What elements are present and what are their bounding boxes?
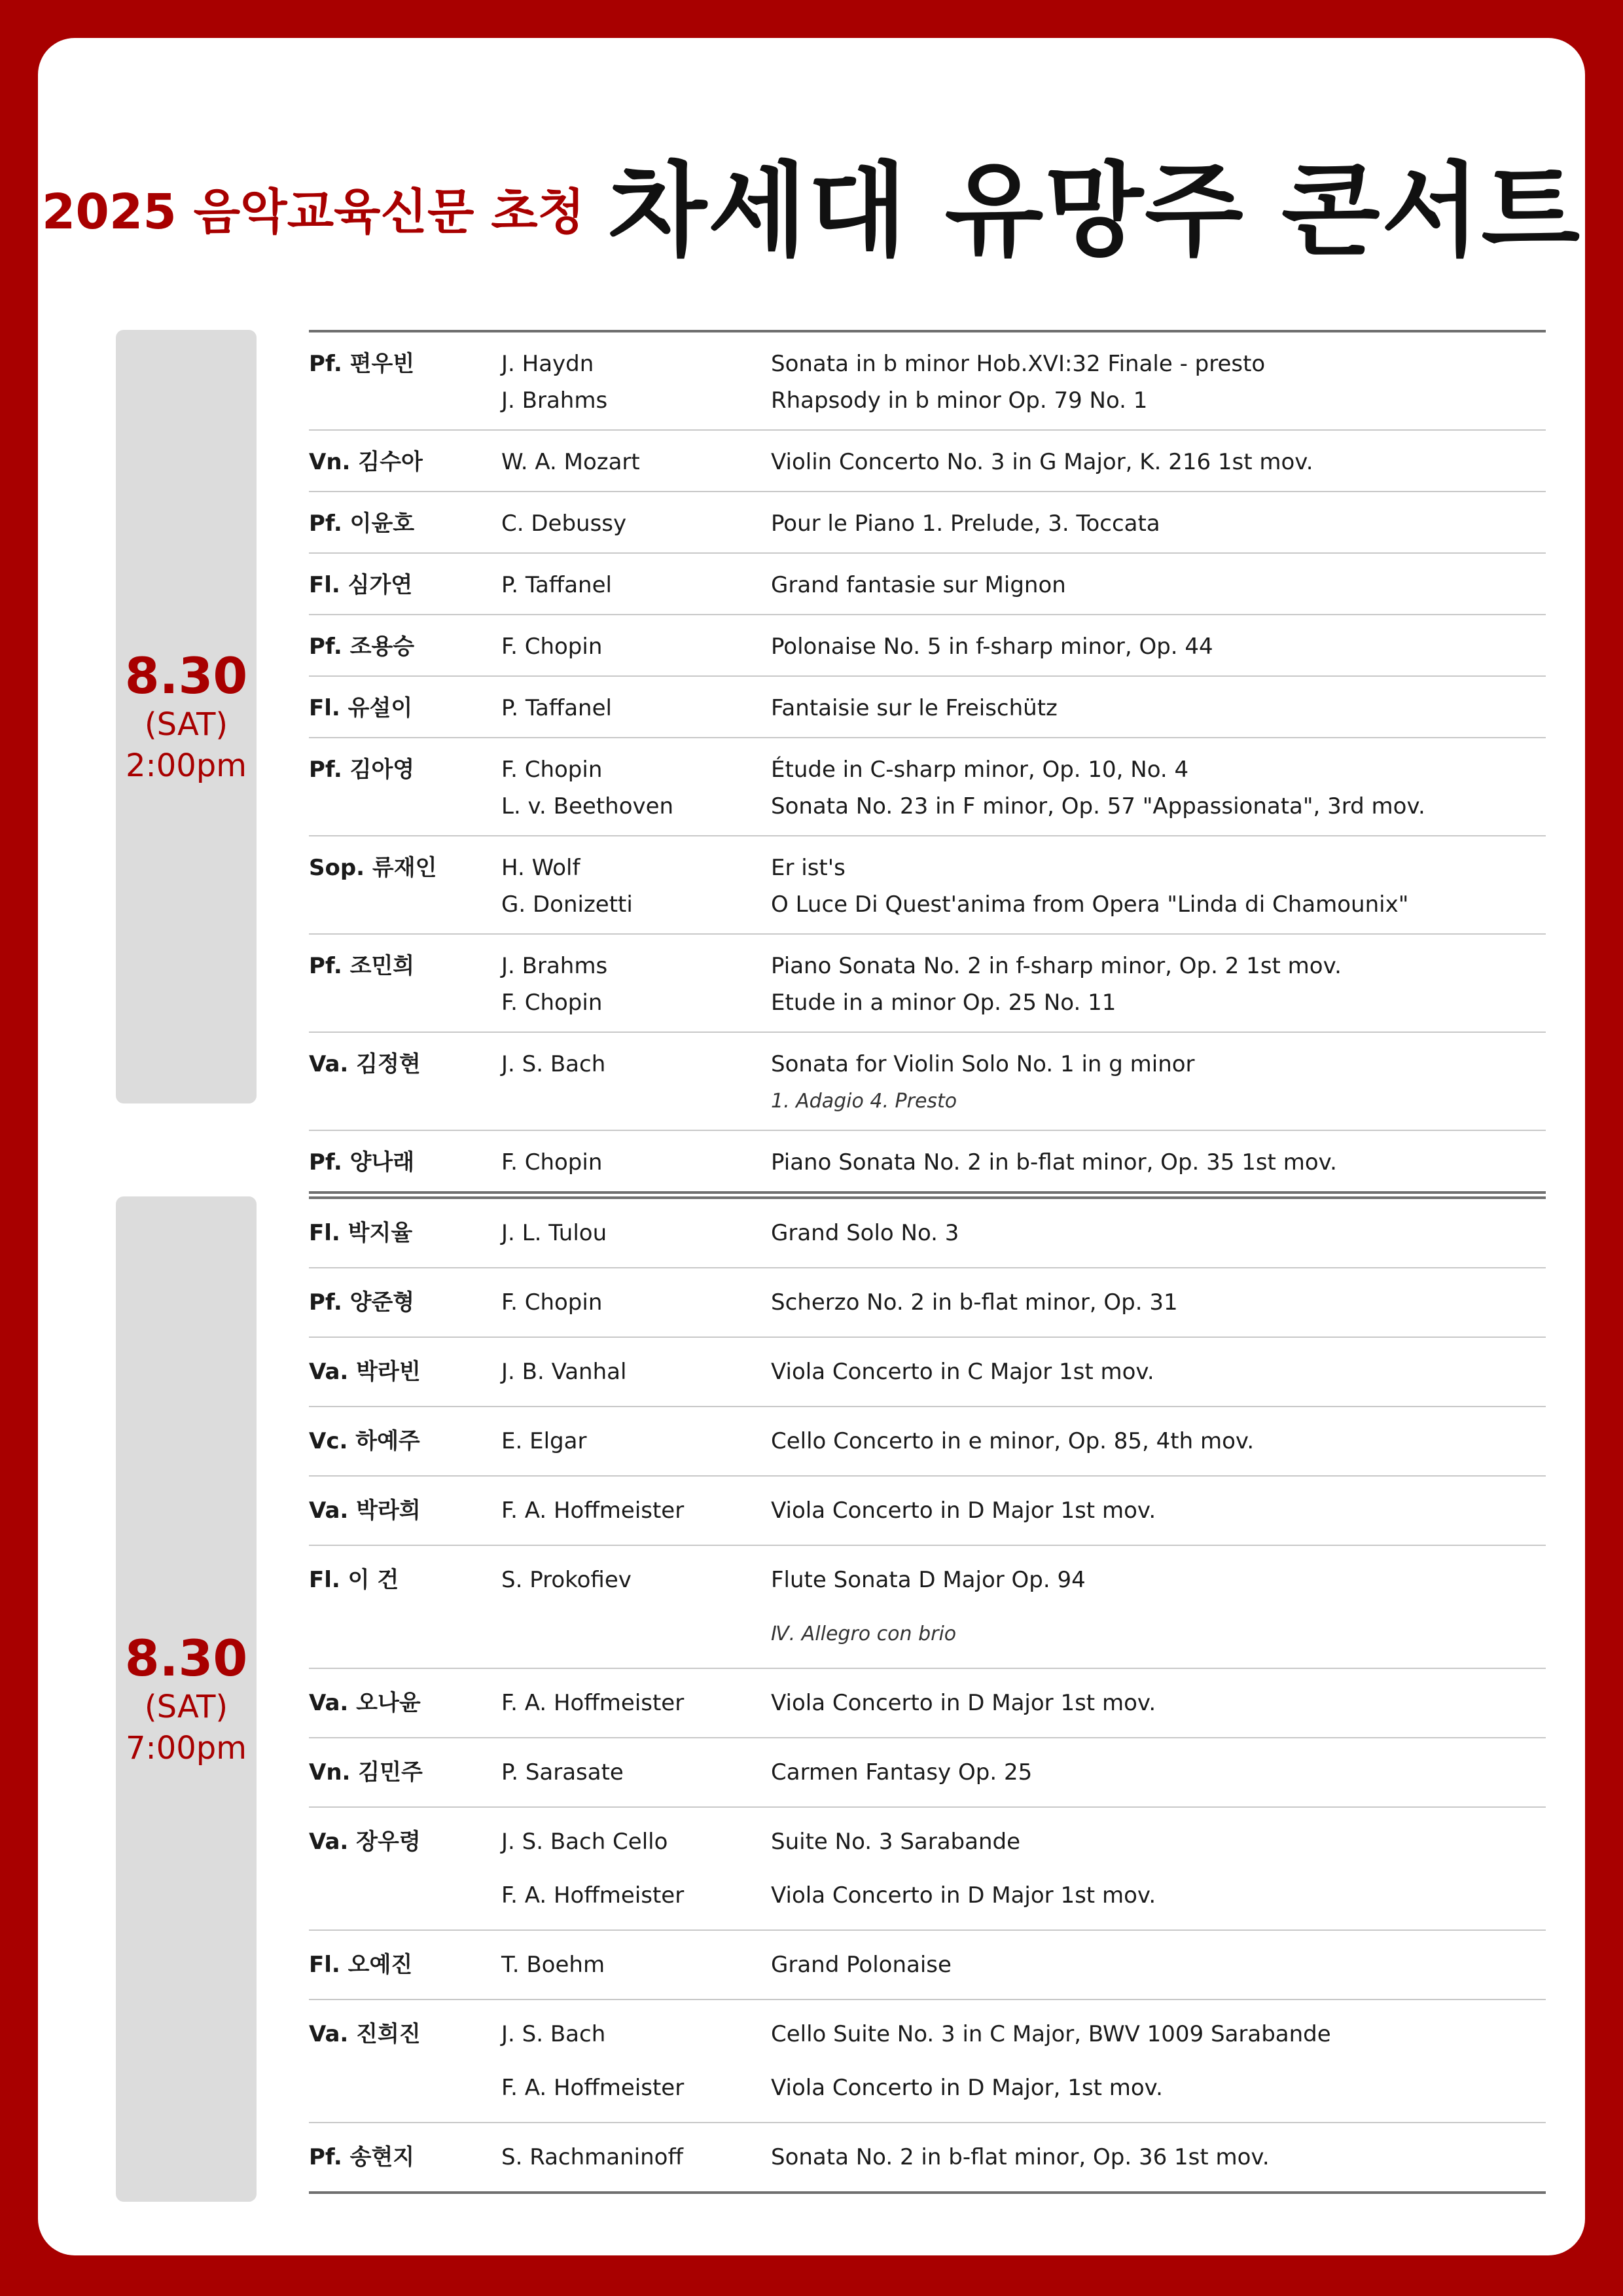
- performer-name: Pf. 조민희: [309, 953, 415, 979]
- piece-title: Viola Concerto in D Major, 1st mov.: [771, 2075, 1163, 2101]
- piece-title: Viola Concerto in C Major 1st mov.: [771, 1359, 1154, 1385]
- piece-title: Piano Sonata No. 2 in b-flat minor, Op. 35 1st mov.: [771, 1149, 1337, 1175]
- piece-title: Grand Solo No. 3: [771, 1220, 959, 1246]
- composer-name: J. B. Vanhal: [501, 1359, 627, 1385]
- performer-name: Va. 김정현: [309, 1051, 421, 1077]
- composer-name: F. Chopin: [501, 634, 603, 660]
- program-row: [309, 2122, 1546, 2191]
- repertoire-line: [501, 382, 1546, 419]
- composer-name: J. S. Bach: [501, 2021, 606, 2047]
- piece-title: Grand fantasie sur Mignon: [771, 572, 1066, 598]
- performer-name: Fl. 오예진: [309, 1952, 413, 1978]
- performer-name: Fl. 이 건: [309, 1567, 399, 1593]
- composer-name: F. A. Hoffmeister: [501, 1498, 685, 1524]
- piece-title: Cello Concerto in e minor, Op. 85, 4th mov.: [771, 1428, 1255, 1454]
- program-row: [309, 614, 1546, 675]
- repertoire-list: [501, 1680, 1546, 1726]
- performer-name: Pf. 양나래: [309, 1149, 415, 1175]
- program-row: [309, 1475, 1546, 1545]
- poster-subtitle: 2025 음악교육신문 초청: [41, 184, 585, 240]
- repertoire-line: [501, 1749, 1546, 1795]
- piece-title: Scherzo No. 2 in b-flat minor, Op. 31: [771, 1289, 1178, 1316]
- composer-name: P. Taffanel: [501, 695, 612, 721]
- program-row: [309, 1668, 1546, 1737]
- performer-name: Fl. 박지율: [309, 1220, 413, 1246]
- piece-title: Grand Polonaise: [771, 1952, 952, 1978]
- piece-title: Sonata in b minor Hob.XVI:32 Finale - presto: [771, 351, 1266, 377]
- repertoire-line: [501, 948, 1546, 984]
- poster-header: [38, 136, 1585, 270]
- session-2-time: 7:00pm: [125, 1729, 247, 1767]
- repertoire-list: [501, 1749, 1546, 1795]
- performer-name: Pf. 이윤호: [309, 511, 415, 537]
- repertoire-line: [501, 1680, 1546, 1726]
- piece-title: Carmen Fantasy Op. 25: [771, 1759, 1033, 1785]
- session-2-program: [309, 1196, 1546, 2194]
- composer-name: L. v. Beethoven: [501, 793, 674, 819]
- composer-name: J. L. Tulou: [501, 1220, 607, 1246]
- session-2-day: (SAT): [144, 1689, 228, 1726]
- program-row: [309, 1130, 1546, 1191]
- composer-name: J. Brahms: [501, 387, 608, 414]
- program-row: [309, 552, 1546, 614]
- performer-name: Pf. 양준형: [309, 1289, 415, 1316]
- repertoire-line: [501, 567, 1546, 603]
- composer-name: S. Rachmaninoff: [501, 2144, 683, 2170]
- piece-title: Viola Concerto in D Major 1st mov.: [771, 1690, 1156, 1716]
- performer-name: Fl. 심가연: [309, 572, 413, 598]
- repertoire-line: [501, 1819, 1546, 1865]
- repertoire-line: [501, 1488, 1546, 1534]
- performer-name: Vn. 김수아: [309, 449, 423, 475]
- repertoire-line: [501, 1349, 1546, 1395]
- piece-title: Er ist's: [771, 855, 846, 881]
- composer-name: F. Chopin: [501, 1149, 603, 1175]
- piece-title: O Luce Di Quest'anima from Opera "Linda di Chamounix": [771, 891, 1409, 918]
- poster-card: [38, 38, 1585, 2255]
- composer-name: W. A. Mozart: [501, 449, 640, 475]
- piece-title: Rhapsody in b minor Op. 79 No. 1: [771, 387, 1148, 414]
- repertoire-line: [501, 2134, 1546, 2180]
- repertoire-list: [501, 346, 1546, 419]
- piece-title: Etude in a minor Op. 25 No. 11: [771, 990, 1116, 1016]
- performer-name: Va. 오나윤: [309, 1690, 421, 1716]
- repertoire-list: [501, 690, 1546, 726]
- program-row: [309, 1267, 1546, 1336]
- repertoire-list: [501, 567, 1546, 603]
- repertoire-list: [501, 1210, 1546, 1256]
- repertoire-list: [501, 505, 1546, 542]
- repertoire-line: [501, 984, 1546, 1021]
- session-1-time: 2:00pm: [125, 747, 247, 784]
- composer-name: F. Chopin: [501, 757, 603, 783]
- composer-name: J. S. Bach: [501, 1051, 606, 1077]
- movement-note: Ⅳ. Allegro con brio: [771, 1622, 957, 1645]
- program-row: [309, 737, 1546, 835]
- session-2-datetime-panel: [116, 1196, 257, 2202]
- performer-name: Pf. 김아영: [309, 757, 415, 783]
- performer-name: Vn. 김민주: [309, 1759, 423, 1785]
- repertoire-line: [501, 1873, 1546, 1918]
- program-row: [309, 1199, 1546, 1267]
- repertoire-list: [501, 444, 1546, 480]
- repertoire-line: [501, 1046, 1546, 1083]
- program-row: [309, 1031, 1546, 1130]
- performer-name: Fl. 유설이: [309, 695, 413, 721]
- movement-note: 1. Adagio 4. Presto: [771, 1089, 957, 1113]
- performer-name: Vc. 하예주: [309, 1428, 420, 1454]
- repertoire-list: [501, 2134, 1546, 2180]
- repertoire-list: [501, 2011, 1546, 2111]
- piece-title: Polonaise No. 5 in f-sharp minor, Op. 44: [771, 634, 1213, 660]
- piece-title: Suite No. 3 Sarabande: [771, 1829, 1021, 1855]
- repertoire-line: [501, 850, 1546, 886]
- poster-title: 차세대 유망주 콘서트: [608, 151, 1582, 270]
- repertoire-line: [501, 751, 1546, 788]
- piece-title: Viola Concerto in D Major 1st mov.: [771, 1498, 1156, 1524]
- composer-name: C. Debussy: [501, 511, 627, 537]
- piece-title: Viola Concerto in D Major 1st mov.: [771, 1882, 1156, 1909]
- program-row: [309, 1406, 1546, 1475]
- composer-name: E. Elgar: [501, 1428, 587, 1454]
- composer-name: S. Prokofiev: [501, 1567, 632, 1593]
- piece-title: Piano Sonata No. 2 in f-sharp minor, Op. 2 1st mov.: [771, 953, 1342, 979]
- repertoire-list: [501, 1280, 1546, 1325]
- repertoire-line: [501, 886, 1546, 923]
- performer-name: Va. 박라희: [309, 1498, 421, 1524]
- program-row: [309, 1929, 1546, 1999]
- performer-name: Va. 진희진: [309, 2021, 421, 2047]
- repertoire-list: [501, 948, 1546, 1021]
- piece-title: Sonata No. 2 in b-flat minor, Op. 36 1st mov.: [771, 2144, 1270, 2170]
- repertoire-list: [501, 1144, 1546, 1181]
- repertoire-line: [501, 346, 1546, 382]
- session-1-day: (SAT): [144, 706, 228, 744]
- program-row: [309, 491, 1546, 552]
- program-row: [309, 835, 1546, 933]
- composer-name: F. A. Hoffmeister: [501, 1882, 685, 1909]
- session-1-date: 8.30: [124, 646, 248, 705]
- program-row: [309, 1737, 1546, 1806]
- session-1-program: [309, 330, 1546, 1194]
- performer-name: Sop. 류재인: [309, 855, 437, 881]
- program-row: [309, 1999, 1546, 2122]
- repertoire-list: [501, 1046, 1546, 1119]
- composer-name: P. Sarasate: [501, 1759, 624, 1785]
- repertoire-list: [501, 628, 1546, 665]
- repertoire-line: [501, 1083, 1546, 1119]
- program-row: [309, 1336, 1546, 1406]
- composer-name: G. Donizetti: [501, 891, 633, 918]
- repertoire-list: [501, 1942, 1546, 1988]
- repertoire-line: [501, 628, 1546, 665]
- composer-name: F. Chopin: [501, 1289, 603, 1316]
- program-row: [309, 429, 1546, 491]
- repertoire-line: [501, 1611, 1546, 1657]
- composer-name: J. Haydn: [501, 351, 594, 377]
- composer-name: H. Wolf: [501, 855, 580, 881]
- repertoire-line: [501, 444, 1546, 480]
- repertoire-line: [501, 1557, 1546, 1603]
- composer-name: F. A. Hoffmeister: [501, 1690, 685, 1716]
- composer-name: J. Brahms: [501, 953, 608, 979]
- performer-name: Va. 장우령: [309, 1829, 421, 1855]
- piece-title: Fantaisie sur le Freischütz: [771, 695, 1058, 721]
- repertoire-list: [501, 1488, 1546, 1534]
- performer-name: Va. 박라빈: [309, 1359, 421, 1385]
- performer-name: Pf. 편우빈: [309, 351, 415, 377]
- repertoire-line: [501, 1280, 1546, 1325]
- repertoire-list: [501, 1418, 1546, 1464]
- repertoire-line: [501, 1418, 1546, 1464]
- session-1-datetime-panel: [116, 330, 257, 1103]
- repertoire-line: [501, 1942, 1546, 1988]
- program-row: [309, 332, 1546, 429]
- composer-name: T. Boehm: [501, 1952, 605, 1978]
- piece-title: Étude in C-sharp minor, Op. 10, No. 4: [771, 757, 1189, 783]
- repertoire-line: [501, 2065, 1546, 2111]
- repertoire-list: [501, 1349, 1546, 1395]
- composer-name: P. Taffanel: [501, 572, 612, 598]
- repertoire-line: [501, 788, 1546, 825]
- piece-title: Sonata for Violin Solo No. 1 in g minor: [771, 1051, 1195, 1077]
- program-row: [309, 933, 1546, 1031]
- composer-name: J. S. Bach Cello: [501, 1829, 668, 1855]
- performer-name: Pf. 송현지: [309, 2144, 415, 2170]
- composer-name: F. Chopin: [501, 990, 603, 1016]
- repertoire-list: [501, 751, 1546, 825]
- repertoire-list: [501, 850, 1546, 923]
- piece-title: Flute Sonata D Major Op. 94: [771, 1567, 1086, 1593]
- composer-name: F. A. Hoffmeister: [501, 2075, 685, 2101]
- repertoire-list: [501, 1557, 1546, 1657]
- program-row: [309, 1545, 1546, 1668]
- repertoire-line: [501, 1144, 1546, 1181]
- session-2-date: 8.30: [124, 1628, 248, 1687]
- program-row: [309, 1806, 1546, 1929]
- repertoire-list: [501, 1819, 1546, 1918]
- repertoire-line: [501, 690, 1546, 726]
- piece-title: Cello Suite No. 3 in C Major, BWV 1009 Sarabande: [771, 2021, 1331, 2047]
- performer-name: Pf. 조용승: [309, 634, 415, 660]
- repertoire-line: [501, 2011, 1546, 2057]
- repertoire-line: [501, 505, 1546, 542]
- piece-title: Pour le Piano 1. Prelude, 3. Toccata: [771, 511, 1160, 537]
- program-row: [309, 675, 1546, 737]
- piece-title: Violin Concerto No. 3 in G Major, K. 216 1st mov.: [771, 449, 1313, 475]
- piece-title: Sonata No. 23 in F minor, Op. 57 "Appassionata", 3rd mov.: [771, 793, 1425, 819]
- repertoire-line: [501, 1210, 1546, 1256]
